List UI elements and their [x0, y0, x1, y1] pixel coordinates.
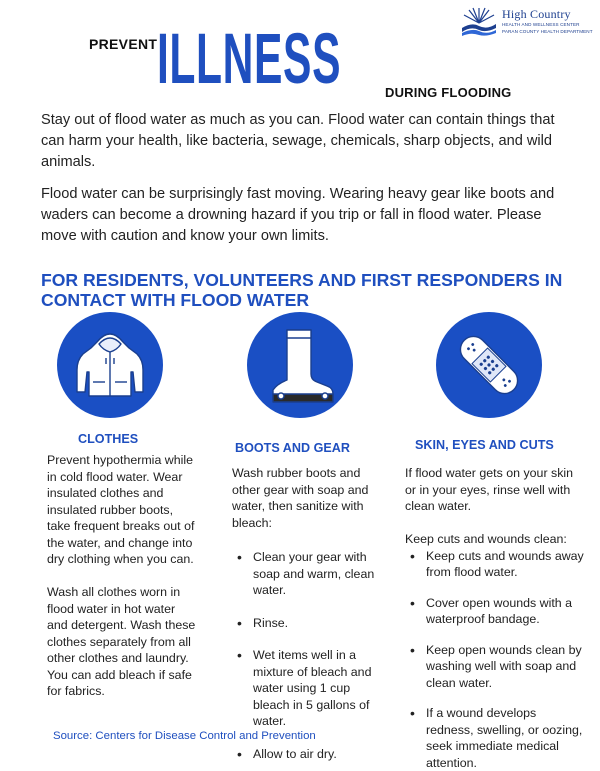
skin-column	[405, 465, 585, 771]
list-item: • Keep cuts and wounds away from flood water.	[405, 548, 585, 581]
boots-column	[232, 465, 382, 762]
title-suffix: DURING FLOODING	[385, 85, 512, 100]
list-item: • If a wound develops redness, swelling, or oozing, seek immediate medical attention.	[405, 705, 585, 771]
skin-paragraph-1: If flood water gets on your skin or in your eyes, rinse well with clean water.	[405, 465, 585, 515]
list-item: • Rinse.	[232, 615, 382, 632]
boots-title: BOOTS AND GEAR	[235, 441, 350, 455]
clothes-paragraph-1: Prevent hypothermia while in cold flood water. Wear insulated clothes and insulated rubber boots, take frequent breaks out of the water, and change into dry clothing when you can.	[47, 452, 197, 568]
mountain-sun-icon	[462, 6, 496, 36]
page-title: ILLNESS	[157, 24, 341, 95]
list-item: • Cover open wounds with a waterproof bandage.	[405, 595, 585, 628]
skin-icon-circle	[436, 312, 542, 418]
title-prefix: PREVENT	[89, 36, 157, 52]
intro-paragraph-2: Flood water can be surprisingly fast moving. Wearing heavy gear like boots and waders can become a drowning hazard if you trip or fall in flood water. Please move with caution and know your own limits.	[41, 184, 561, 248]
list-item: • Keep open wounds clean by washing well with soap and clean water.	[405, 642, 585, 692]
logo-department: PARAN COUNTY HEALTH DEPARTMENT	[502, 29, 593, 34]
boots-icon-circle	[247, 312, 353, 418]
clothes-column	[47, 452, 197, 700]
organization-logo	[462, 6, 594, 40]
list-item: • Clean your gear with soap and warm, clean water.	[232, 549, 382, 599]
clothes-paragraph-2: Wash all clothes worn in flood water in hot water and detergent. Wash these clothes separately from all other clothes and laundry. You can add bleach if safe for fabrics.	[47, 584, 197, 700]
section-heading: FOR RESIDENTS, VOLUNTEERS AND FIRST RESPONDERS IN CONTACT WITH FLOOD WATER	[41, 270, 571, 310]
boots-intro: Wash rubber boots and other gear with soap and water, then sanitize with bleach:	[232, 465, 382, 531]
clothes-title: CLOTHES	[78, 432, 138, 446]
source-citation: Source: Centers for Disease Control and Prevention	[53, 730, 316, 742]
skin-paragraph-2: Keep cuts and wounds clean:	[405, 531, 585, 548]
list-item: • Allow to air dry.	[232, 746, 382, 763]
logo-subtitle: HEALTH AND WELLNESS CENTER	[502, 22, 580, 27]
bandage-icon	[436, 312, 542, 418]
logo-name: High Country	[502, 7, 571, 22]
intro-paragraph-1: Stay out of flood water as much as you can. Flood water can contain things that can harm your health, like bacteria, sewage, chemicals, sharp objects, and wild animals.	[41, 110, 561, 174]
list-item: • Wet items well in a mixture of bleach and water using 1 cup bleach in 5 gallons of water.	[232, 647, 382, 730]
skin-title: SKIN, EYES AND CUTS	[415, 438, 554, 452]
jacket-icon	[57, 312, 163, 418]
boot-icon	[247, 312, 353, 418]
skin-list	[405, 548, 585, 771]
clothes-icon-circle	[57, 312, 163, 418]
